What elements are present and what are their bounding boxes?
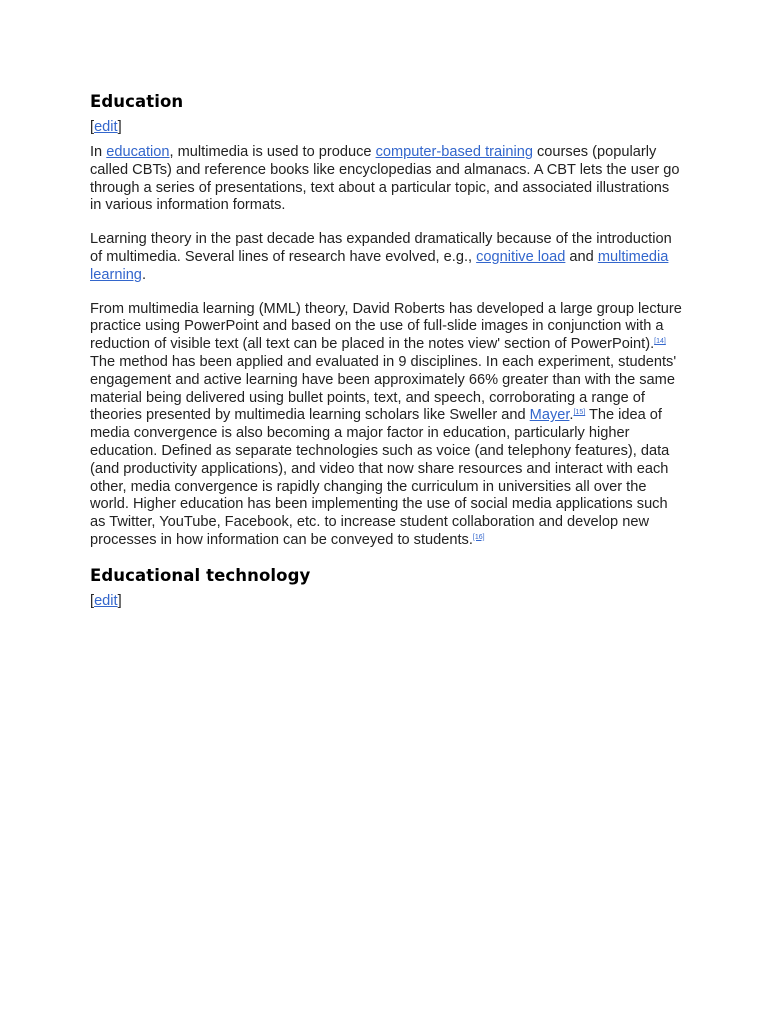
link-education[interactable]: education: [106, 144, 170, 160]
citation-15: [573, 409, 585, 416]
link-cognitive-load[interactable]: cognitive load: [476, 248, 566, 265]
text-run: .: [141, 266, 146, 283]
edit-bracket-close: ]: [117, 592, 122, 609]
link-multimedia-learning[interactable]: multimedia learning: [90, 248, 669, 283]
text-run: The method has been applied and evaluated in 9 disciplines. In each experiment, students' engagement and active learning have been approximately 66% greater than with the same material being delivered using bullet points, text, and speech, corroborating a range of theories presented by multimedia learning scholars like Sweller and: [90, 353, 677, 424]
citation-link-15[interactable]: [15]: [573, 409, 586, 417]
text-run: , multimedia is used to produce: [169, 144, 376, 160]
section-heading-educational-technology: Educational technology: [90, 565, 311, 585]
paragraph-multimedia-cbt: [90, 144, 682, 215]
edit-section-educational-technology: [90, 592, 682, 610]
citation-link-16[interactable]: [16]: [472, 533, 485, 541]
text-run: .: [569, 407, 574, 424]
edit-link-education[interactable]: edit: [94, 119, 118, 135]
paragraph-mml-theory: [90, 301, 682, 550]
citation-link-14[interactable]: [14]: [654, 338, 666, 346]
citation-16: [473, 534, 485, 541]
text-run: and: [565, 248, 598, 265]
edit-link-educational-technology[interactable]: edit: [94, 592, 118, 609]
text-run: In: [90, 144, 107, 160]
text-run: From multimedia learning (MML) theory, David Roberts has developed a large group lecture practice using PowerPoint and based on the use of full-slide images in conjunction with a reduction of visible text (all text can be placed in the notes view' section of PowerPoint).: [90, 300, 682, 353]
edit-bracket-open: [: [90, 592, 95, 609]
edit-section-education: [90, 118, 682, 136]
paragraph-learning-theory: [90, 231, 682, 284]
edit-bracket-open: [: [90, 119, 95, 135]
section-heading-education: Education: [90, 92, 184, 111]
article-body: [90, 92, 682, 618]
link-mayer[interactable]: Mayer: [529, 407, 570, 424]
edit-bracket-close: ]: [117, 119, 122, 135]
citation-14: [654, 338, 666, 345]
text-run: Learning theory in the past decade has expanded dramatically because of the introduction of multimedia. Several lines of research have evolved, e.g.,: [90, 231, 672, 265]
text-run: The idea of media convergence is also becoming a major factor in education, particularly higher education. Defined as separate technologies such as voice (and telephony features), data (and productivity applications), and video that now share resources and interact with each other, media convergence is rapidly changing the curriculum in universities all over the world. Higher education has been implementing the use of social media applications such as Twitter, YouTube, Facebook, etc. to increase student collaboration and develop new processes in how information can be conveyed to students.: [90, 407, 670, 548]
link-computer-based-training[interactable]: computer-based training: [375, 144, 533, 160]
text-run: courses (popularly called CBTs) and reference books like encyclopedias and almanacs. A CBT lets the user go through a series of presentations, text about a particular topic, and associated illustrations in various information formats.: [90, 144, 680, 214]
